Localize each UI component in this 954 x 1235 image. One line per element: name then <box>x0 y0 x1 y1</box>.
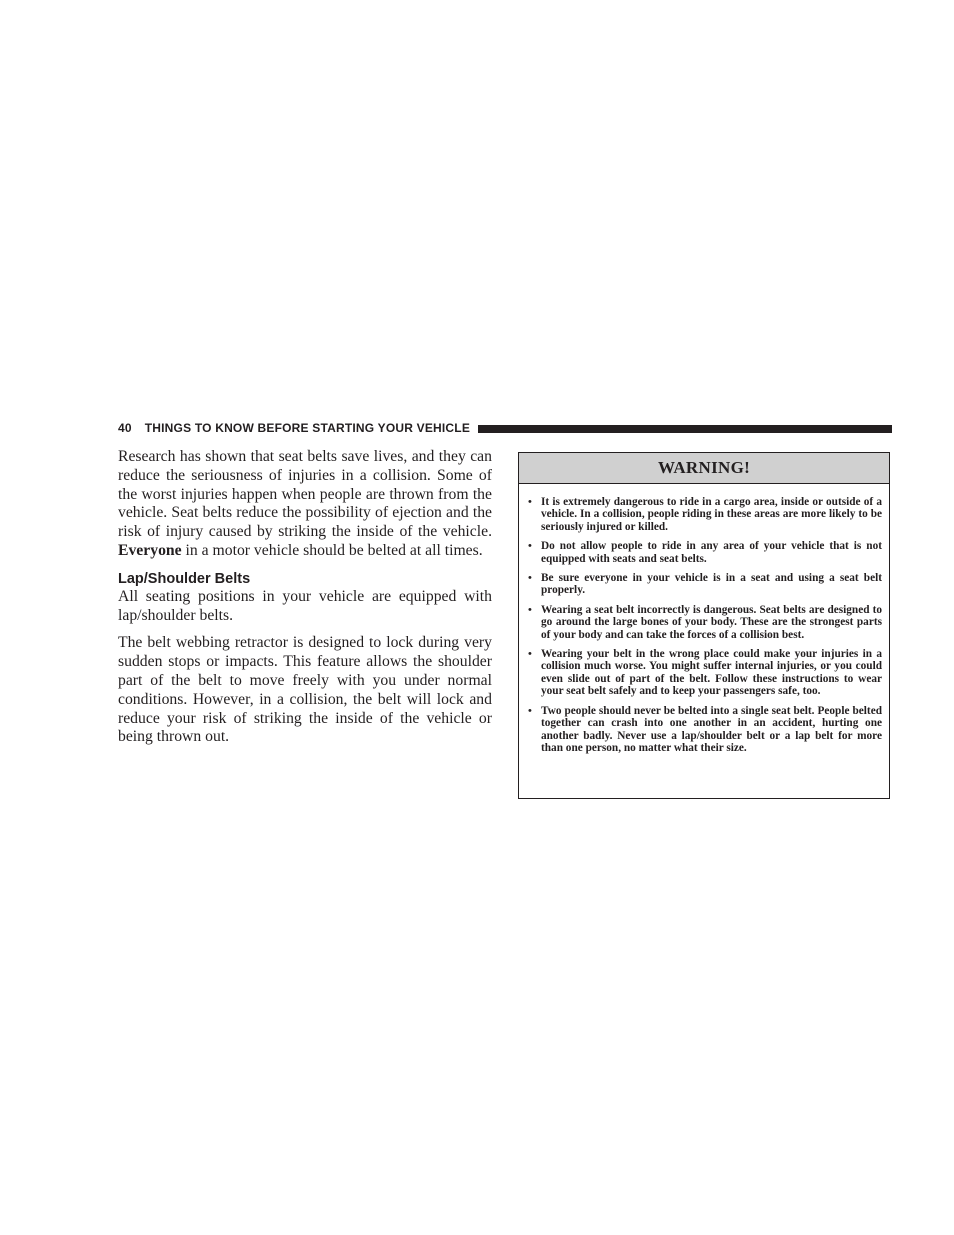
body-paragraph-1: All seating positions in your vehicle are equipped with lap/shoulder belts. <box>118 587 492 624</box>
bullet-icon: • <box>528 572 532 585</box>
warning-box <box>518 452 890 799</box>
warning-list <box>519 484 889 754</box>
warning-item: • Wearing your belt in the wrong place could make your injuries in a collision much worse. You might suffer internal injuries, or you could even slide out of part of the belt. Follow these instructions to wear your seat belt safely and to keep your passengers safe, too. <box>528 648 882 698</box>
bullet-icon: • <box>528 704 532 717</box>
warning-title: WARNING! <box>519 453 889 484</box>
header-rule <box>478 425 892 433</box>
intro-paragraph <box>118 448 492 561</box>
warning-item: • Two people should never be belted into a single seat belt. People belted together can crash into one another in an accident, hurting one another badly. Never use a lap/shoulder belt or a lap belt for more than one person, no matter what their size. <box>528 704 882 754</box>
body-paragraph-2: The belt webbing retractor is designed to lock during very sudden stops or impacts. This feature allows the shoulder part of the belt to move freely with you under normal conditions. However, in a collision, the belt will lock and reduce your risk of striking the inside of the vehicle or being thrown out. <box>118 634 492 746</box>
warning-item: • Wearing a seat belt incorrectly is dangerous. Seat belts are designed to go around the large bones of your body. These are the strongest parts of your body and can take the forces of a collision best. <box>528 603 882 641</box>
warning-item: • Do not allow people to ride in any area of your vehicle that is not equipped with seats and seat belts. <box>528 540 882 565</box>
warning-item: • It is extremely dangerous to ride in a cargo area, inside or outside of a vehicle. In a collision, people riding in these areas are more likely to be seriously injured or killed. <box>528 496 882 533</box>
section-title: THINGS TO KNOW BEFORE STARTING YOUR VEHICLE <box>144 421 471 435</box>
main-text-column <box>118 448 492 747</box>
page-header <box>118 418 892 438</box>
page-number: 40 <box>118 421 132 435</box>
intro-text-part1: Research has shown that seat belts save lives, and they can reduce the seriousness of injuries in a collision. Some of the worst injuries happen when people are thrown from the vehicle. Seat belts reduce the possibility of ejection and the risk of injury caused by striking the inside of the vehicle. <box>118 448 492 541</box>
bullet-icon: • <box>528 496 532 508</box>
intro-emphasis: Everyone <box>118 541 182 559</box>
bullet-icon: • <box>528 648 532 661</box>
bullet-icon: • <box>528 540 532 553</box>
section-heading: Lap/Shoulder Belts <box>118 570 251 587</box>
intro-text-part2: in a motor vehicle should be belted at all times. <box>181 541 483 559</box>
bullet-icon: • <box>528 603 532 616</box>
warning-item: • Be sure everyone in your vehicle is in a seat and using a seat belt properly. <box>528 572 882 597</box>
